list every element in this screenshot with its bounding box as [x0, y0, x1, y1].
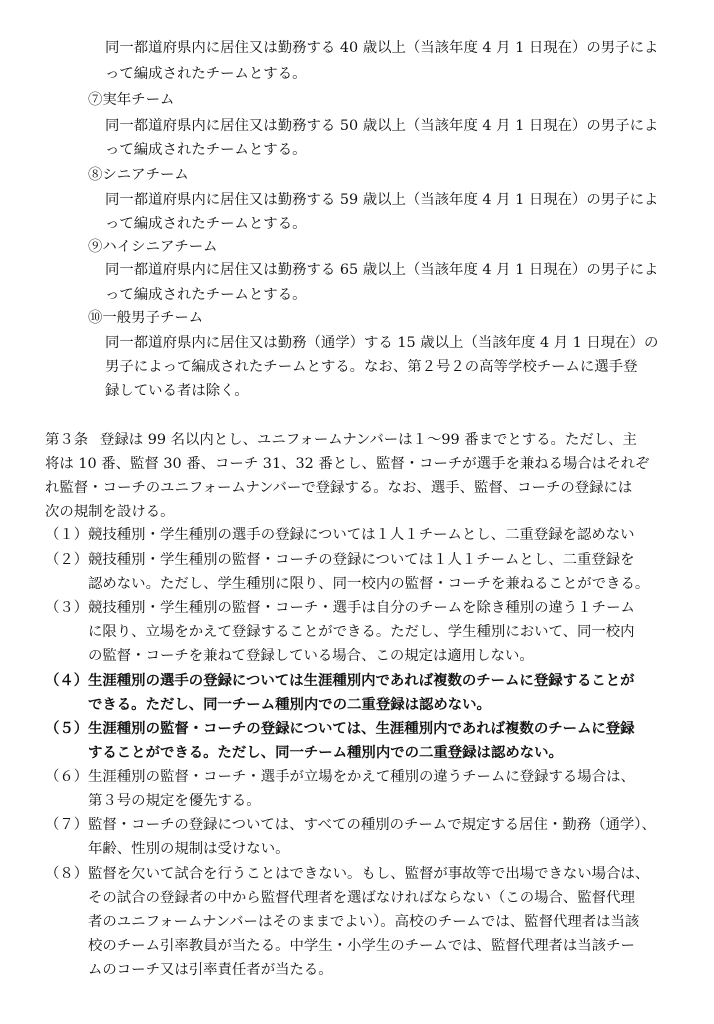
- rule-text-line: できる。ただし、同一チーム種別内での二重登録は認めない。: [88, 696, 491, 713]
- item-body-line: 男子によって編成されたチームとする。なお、第２号２の高等学校チームに選手登: [105, 359, 638, 375]
- rule-text-line: することができる。ただし、同一チーム種別内での二重登録は認めない。: [88, 744, 563, 761]
- item-body-line: 同一都道府県内に居住又は勤務する 40 歳以上（当該年度 4 月 1 日現在）の男子によ: [105, 40, 659, 56]
- rule-text-line: 監督を欠いて試合を行うことはできない。もし、監督が事故等で出場できない場合は、: [88, 866, 650, 882]
- rule-text-line: 競技種別・学生種別の監督・コーチの登録については１人１チームとし、二重登録を: [88, 552, 635, 568]
- rule-number: （７）: [45, 817, 89, 833]
- item-body-line: 録している者は除く。: [105, 383, 249, 399]
- rule-text-line: 者のユニフォームナンバーはそのままでよい）。高校のチームでは、監督代理者は当該: [88, 914, 640, 930]
- item-body-line: って編成されたチームとする。: [105, 216, 307, 232]
- rule-text-line: 校のチーム引率教員が当たる。中学生・小学生のチームでは、監督代理者は当該チー: [88, 938, 635, 954]
- item-body-line: 同一都道府県内に居住又は勤務する 65 歳以上（当該年度 4 月 1 日現在）の男子によ: [105, 262, 659, 278]
- rule-text-line: 認めない。ただし、学生種別に限り、同一校内の監督・コーチを兼ねることができる。: [88, 576, 650, 592]
- article-text-line: 将は 10 番、監督 30 番、コーチ 31、32 番とし、監督・コーチが選手を兼ねる場合はそれぞ: [45, 456, 650, 472]
- rule-number: （３）: [45, 600, 89, 616]
- item-body-line: って編成されたチームとする。: [105, 287, 307, 303]
- rule-number: （１）: [45, 527, 89, 543]
- rule-text-line: 競技種別・学生種別の選手の登録については１人１チームとし、二重登録を認めない: [88, 527, 635, 543]
- rule-text-line: 競技種別・学生種別の監督・コーチ・選手は自分のチームを除き種別の違う１チーム: [88, 600, 635, 616]
- rule-number: （６）: [45, 769, 89, 785]
- article-label: 第３条: [45, 432, 89, 448]
- rule-text-line: 監督・コーチの登録については、すべての種別のチームで規定する居住・勤務（通学）、: [88, 817, 656, 833]
- rule-text-line: 生涯種別の監督・コーチ・選手が立場をかえて種別の違うチームに登録する場合は、: [88, 769, 635, 785]
- item-heading: ⑦実年チーム: [88, 92, 175, 108]
- rule-text-line: の監督・コーチを兼ねて登録している場合、この規定は適用しない。: [88, 648, 534, 664]
- rule-number: （８）: [45, 866, 89, 882]
- rule-number: （２）: [45, 552, 89, 568]
- item-heading: ⑨ハイシニアチーム: [88, 239, 218, 255]
- article-text-line: れ監督・コーチのユニフォームナンバーで登録する。なお、選手、監督、コーチの登録には: [45, 480, 633, 496]
- rule-text-line: ムのコーチ又は引率責任者が当たる。: [88, 962, 333, 978]
- rule-text-line: 年齢、性別の規制は受けない。: [88, 841, 290, 857]
- item-body-line: 同一都道府県内に居住又は勤務する 59 歳以上（当該年度 4 月 1 日現在）の男子によ: [105, 192, 659, 208]
- rule-text-line: に限り、立場をかえて登録することができる。ただし、学生種別において、同一校内: [88, 624, 635, 640]
- item-body-line: って編成されたチームとする。: [105, 142, 307, 158]
- rule-text-line: その試合の登録者の中から監督代理者を選ばなければならない（この場合、監督代理: [88, 890, 635, 906]
- rule-text-line: 生涯種別の選手の登録については生涯種別内であれば複数のチームに登録することが: [88, 672, 635, 689]
- rule-text-line: 生涯種別の監督・コーチの登録については、生涯種別内であれば複数のチームに登録: [88, 720, 635, 737]
- item-heading: ⑩一般男子チーム: [88, 310, 204, 326]
- rule-text-line: 第３号の規定を優先する。: [88, 793, 261, 809]
- rule-number: （４）: [45, 672, 89, 689]
- item-body-line: って編成されたチームとする。: [105, 66, 307, 82]
- item-body-line: 同一都道府県内に居住又は勤務（通学）する 15 歳以上（当該年度 4 月 1 日現在）の: [105, 335, 659, 351]
- item-body-line: 同一都道府県内に居住又は勤務する 50 歳以上（当該年度 4 月 1 日現在）の男子によ: [105, 118, 659, 134]
- article-text-line: 次の規制を設ける。: [45, 504, 175, 520]
- rule-number: （５）: [45, 720, 89, 737]
- item-heading: ⑧シニアチーム: [88, 167, 189, 183]
- article-text-line: 登録は 99 名以内とし、ユニフォームナンバーは１～99 番までとする。ただし、主: [100, 432, 637, 448]
